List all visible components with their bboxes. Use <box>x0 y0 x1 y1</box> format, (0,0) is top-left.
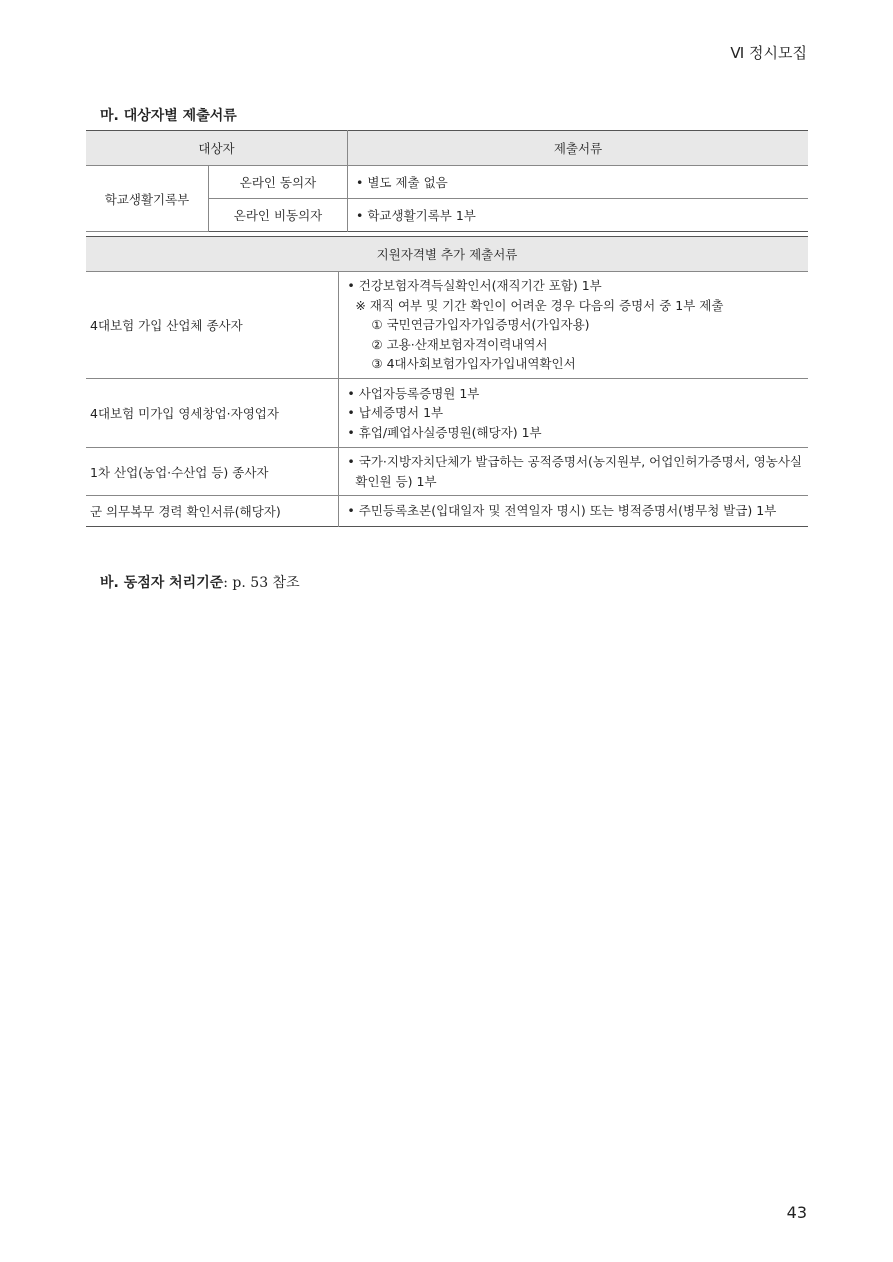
document-line: 확인원 등) 1부 <box>355 473 437 489</box>
documents-cell <box>339 379 808 448</box>
tiebreak-label: 바. 동점자 처리기준 <box>100 575 224 591</box>
table-row <box>86 166 808 199</box>
qualification-documents-table <box>86 236 808 527</box>
table-row <box>86 496 808 527</box>
document-line: • 휴업/폐업사실증명원(해당자) 1부 <box>347 424 542 440</box>
table-row <box>86 379 808 448</box>
document-line: • 납세증명서 1부 <box>347 405 444 421</box>
document-line: • 사업자등록증명원 1부 <box>347 385 480 401</box>
chapter-header: Ⅵ 정시모집 <box>730 44 807 62</box>
table-header: 지원자격별 추가 제출서류 <box>86 237 808 272</box>
tiebreak-reference: : p. 53 참조 <box>223 575 300 591</box>
group-label: 학교생활기록부 <box>86 166 209 232</box>
documents-cell <box>339 496 808 527</box>
applicant-documents-table <box>86 130 808 232</box>
target-cell: 4대보험 미가입 영세창업·자영업자 <box>86 379 339 448</box>
document-line: ② 고용·산재보험자격이력내역서 <box>371 336 548 352</box>
page-number: 43 <box>786 1203 807 1222</box>
note-line: ※ 재직 여부 및 기간 확인이 어려운 경우 다음의 증명서 중 1부 제출 <box>355 297 724 313</box>
document-cell: • 학교생활기록부 1부 <box>356 208 476 223</box>
sub-label: 온라인 동의자 <box>209 166 348 199</box>
document-line: • 국가·지방자치단체가 발급하는 공적증명서(농지원부, 어업인허가증명서, 영농사실 <box>347 454 802 469</box>
documents-cell <box>339 272 808 379</box>
document-line: • 주민등록초본(입대일자 및 전역일자 명시) 또는 병적증명서(병무청 발급) 1부 <box>347 503 777 519</box>
tiebreak-criteria <box>100 572 300 592</box>
table-header-row <box>86 131 808 166</box>
table-row <box>86 448 808 496</box>
documents-cell <box>339 448 808 496</box>
target-cell: 4대보험 가입 산업체 종사자 <box>86 272 339 379</box>
table-header-row <box>86 237 808 272</box>
target-cell: 1차 산업(농업·수산업 등) 종사자 <box>86 448 339 496</box>
document-line: • 건강보험자격득실확인서(재직기간 포함) 1부 <box>347 278 602 294</box>
sub-label: 온라인 비동의자 <box>209 199 348 232</box>
header-applicant: 대상자 <box>86 131 348 166</box>
document-line: ③ 4대사회보험가입자가입내역확인서 <box>371 356 576 372</box>
document-cell: • 별도 제출 없음 <box>348 166 809 199</box>
header-documents: 제출서류 <box>348 131 809 166</box>
table-row <box>86 272 808 379</box>
document-line: ① 국민연금가입자가입증명서(가입자용) <box>371 317 590 333</box>
section-title: 마. 대상자별 제출서류 <box>100 108 237 124</box>
target-cell: 군 의무복무 경력 확인서류(해당자) <box>86 496 339 527</box>
